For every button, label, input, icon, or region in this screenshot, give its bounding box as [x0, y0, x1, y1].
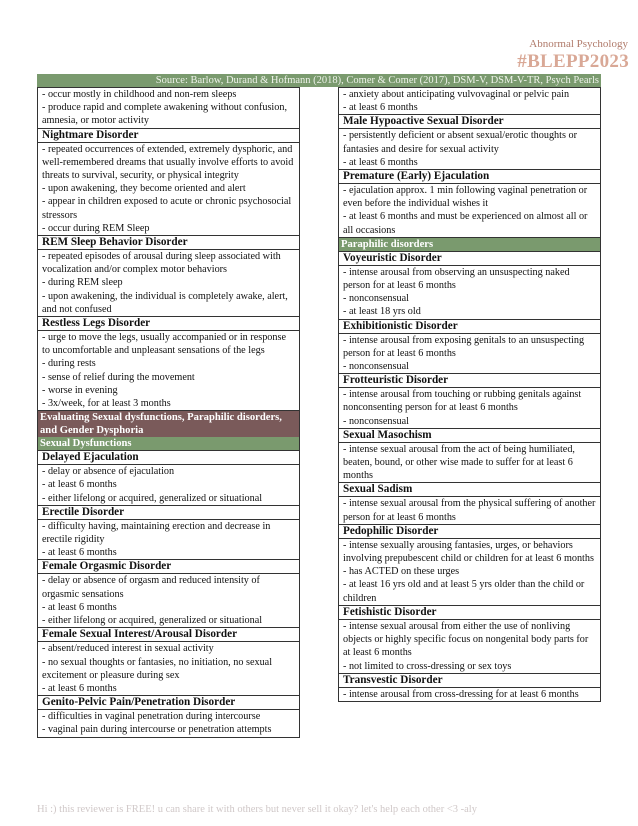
bullet-line: - intense arousal from touching or rubbing genitals against nonconsenting person for at least 6 months	[343, 389, 582, 414]
transvestic-body	[339, 688, 600, 701]
premature-body	[339, 184, 600, 237]
voyeur-body	[339, 266, 600, 319]
left-column	[37, 87, 300, 738]
exhibitionistic-disorder	[338, 320, 601, 375]
fetishistic-disorder	[338, 606, 601, 674]
voyeuristic-disorder	[338, 251, 601, 320]
bullet-line: - ejaculation approx. 1 min following vaginal penetration or even before the individual wishes it	[343, 185, 588, 210]
bullet-line: - worse in evening	[42, 384, 118, 396]
bullet-line: - either lifelong or acquired, generalized or situational	[42, 615, 263, 627]
rls-body	[38, 331, 299, 410]
bullet-line: - upon awakening, the individual is completely awake, alert, and not confused	[42, 290, 288, 315]
fetish-body	[339, 620, 600, 673]
restless-legs-disorder	[37, 317, 300, 411]
premature-ejaculation	[338, 170, 601, 238]
delayed-ejaculation	[37, 450, 300, 506]
finterest-body	[38, 642, 299, 695]
bullet-line: - either lifelong or acquired, generalized or situational	[42, 492, 263, 504]
frott-body	[339, 388, 600, 428]
bullet-line: - appear in children exposed to acute or chronic psychosocial stressors	[42, 196, 292, 221]
bullet-line: - intense sexually arousing fantasies, urges, or behaviors involving prepubescent child or children for at least 6 months	[343, 539, 594, 565]
masoch-title: Sexual Masochism	[339, 429, 600, 443]
bullet-line: - at least 6 months	[42, 682, 117, 694]
bullet-line: - occur during REM Sleep	[42, 222, 150, 234]
right-column	[338, 87, 601, 702]
fetish-title: Fetishistic Disorder	[339, 606, 600, 620]
bullet-line: - at least 6 months	[42, 601, 117, 613]
right-intro-block	[338, 87, 601, 115]
erectile-disorder	[37, 506, 300, 561]
section-evaluating: Evaluating Sexual dysfunctions, Paraphilic disorders, and Gender Dysphoria	[37, 411, 300, 437]
female-orgasmic-disorder	[37, 560, 300, 628]
rem-title: REM Sleep Behavior Disorder	[38, 236, 299, 250]
bullet-line: - produce rapid and complete awakening without confusion, amnesia, or motor activity	[42, 102, 287, 127]
bullet-line: - nonconsensual	[343, 293, 409, 305]
bullet-line: - not limited to cross-dressing or sex toys	[343, 660, 512, 672]
bullet-line: - occur mostly in childhood and non-rem sleeps	[42, 89, 237, 100]
section-paraphilic: Paraphilic disorders	[338, 238, 601, 251]
bullet-line: - nonconsensual	[343, 361, 409, 373]
genito-pelvic-disorder	[37, 696, 300, 737]
nightmare-title: Nightmare Disorder	[38, 129, 299, 143]
masoch-body	[339, 443, 600, 483]
female-sexual-interest-disorder	[37, 628, 300, 696]
section-sexual-dysfunctions: Sexual Dysfunctions	[37, 437, 300, 450]
genito-title: Genito-Pelvic Pain/Penetration Disorder	[38, 696, 299, 710]
bullet-line: - upon awakening, they become oriented and alert	[42, 183, 246, 195]
right-intro-lines	[339, 88, 600, 114]
bullet-line: - intense arousal from observing an unsuspecting naked person for at least 6 months	[343, 266, 570, 292]
intro-block	[37, 87, 300, 129]
bullet-line: - during REM sleep	[42, 277, 123, 289]
bullet-line: - difficulty having, maintaining erection and decrease in erectile rigidity	[42, 520, 271, 546]
genito-body	[38, 710, 299, 736]
frotteuristic-disorder	[338, 374, 601, 429]
bullet-line: - repeated occurrences of extended, extremely dysphoric, and well-remembered dreams that usually involve efforts to avoid threats to survival, security, or physical integrity	[42, 143, 294, 182]
bullet-line: - 3x/week, for at least 3 months	[42, 398, 171, 410]
bullet-line: - has ACTED on these urges	[343, 566, 460, 578]
transvestic-disorder	[338, 674, 601, 702]
bullet-line: - sense of relief during the movement	[42, 371, 195, 383]
bullet-line: - at least 18 yrs old	[343, 306, 421, 318]
delayed-body	[38, 465, 299, 505]
erectile-title: Erectile Disorder	[38, 506, 299, 520]
bullet-line: - intense sexual arousal from the physical suffering of another person for at least 6 months	[343, 498, 596, 523]
bullet-line: - at least 6 months	[42, 547, 117, 559]
pedo-title: Pedophilic Disorder	[339, 525, 600, 539]
male-hypo-body	[339, 129, 600, 169]
source-bar: Source: Barlow, Durand & Hofmann (2018), Comer & Comer (2017), DSM-V, DSM-V-TR, Psych Pearls	[37, 74, 601, 87]
male-hypoactive-disorder	[338, 115, 601, 170]
rls-title: Restless Legs Disorder	[38, 317, 299, 331]
bullet-line: - intense arousal from exposing genitals to an unsuspecting person for at least 6 months	[343, 334, 585, 359]
bullet-line: - absent/reduced interest in sexual activity	[42, 643, 214, 655]
bullet-line: - vaginal pain during intercourse or penetration attempts	[42, 724, 272, 736]
bullet-line: - no sexual thoughts or fantasies, no initiation, no sexual excitement or pleasure during sex	[42, 656, 273, 681]
bullet-line: - delay or absence of ejaculation	[42, 466, 175, 478]
bullet-line: - delay or absence of orgasm and reduced intensity of orgasmic sensations	[42, 575, 260, 600]
rem-body	[38, 250, 299, 316]
bullet-line: - at least 16 yrs old and at least 5 yrs older than the child or children	[343, 579, 585, 604]
exhib-body	[339, 334, 600, 374]
bullet-line: - nonconsensual	[343, 415, 409, 427]
premature-title: Premature (Early) Ejaculation	[339, 170, 600, 184]
intro-lines	[38, 88, 299, 128]
bullet-line: - intense arousal from cross-dressing for at least 6 months	[343, 688, 579, 700]
erectile-body	[38, 520, 299, 560]
bullet-line: - at least 6 months and must be experienced on almost all or all occasions	[343, 211, 588, 236]
nightmare-body	[38, 143, 299, 235]
nightmare-disorder	[37, 129, 300, 236]
rem-sleep-behavior-disorder	[37, 236, 300, 317]
finterest-title: Female Sexual Interest/Arousal Disorder	[38, 628, 299, 642]
forgasmic-body	[38, 574, 299, 627]
bullet-line: - repeated episodes of arousal during sleep associated with vocalization and/or complex motor behaviors	[42, 251, 281, 276]
voyeur-title: Voyeuristic Disorder	[339, 252, 600, 266]
header-subject: Abnormal Psychology	[529, 38, 628, 50]
sexual-masochism	[338, 429, 601, 484]
bullet-line: - at least 6 months	[42, 479, 117, 491]
bullet-line: - difficulties in vaginal penetration during intercourse	[42, 711, 261, 723]
sadism-body	[339, 497, 600, 523]
delayed-title: Delayed Ejaculation	[38, 451, 299, 465]
sexual-sadism	[338, 483, 601, 524]
header-tag: #BLEPP2023	[517, 51, 629, 72]
pedophilic-disorder	[338, 525, 601, 606]
bullet-line: - at least 6 months	[343, 156, 418, 168]
bullet-line: - intense sexual arousal from the act of being humiliated, beaten, bound, or other wise made to suffer for at least 6 months	[343, 443, 575, 482]
bullet-line: - at least 6 months	[343, 102, 418, 114]
bullet-line: - persistently deficient or absent sexual/erotic thoughts or fantasies and desire for sexual activity	[343, 130, 577, 155]
forgasmic-title: Female Orgasmic Disorder	[38, 560, 299, 574]
frott-title: Frotteuristic Disorder	[339, 374, 600, 388]
sadism-title: Sexual Sadism	[339, 483, 600, 497]
bullet-line: - intense sexual arousal from either the use of nonliving objects or highly specific focus on nongenital body parts for at least 6 months	[343, 620, 589, 659]
footer-note: Hi :) this reviewer is FREE! u can share it with others but never sell it okay? let's help each other <3 -aly	[37, 804, 477, 815]
bullet-line: - anxiety about anticipating vulvovaginal or pelvic pain	[343, 89, 570, 100]
bullet-line: - during rests	[42, 358, 96, 370]
transvestic-title: Transvestic Disorder	[339, 674, 600, 688]
pedo-body	[339, 539, 600, 605]
bullet-line: - urge to move the legs, usually accompanied or in response to uncomfortable and unpleasant sensations of the legs	[42, 332, 286, 357]
male-hypo-title: Male Hypoactive Sexual Disorder	[339, 115, 600, 129]
exhib-title: Exhibitionistic Disorder	[339, 320, 600, 334]
